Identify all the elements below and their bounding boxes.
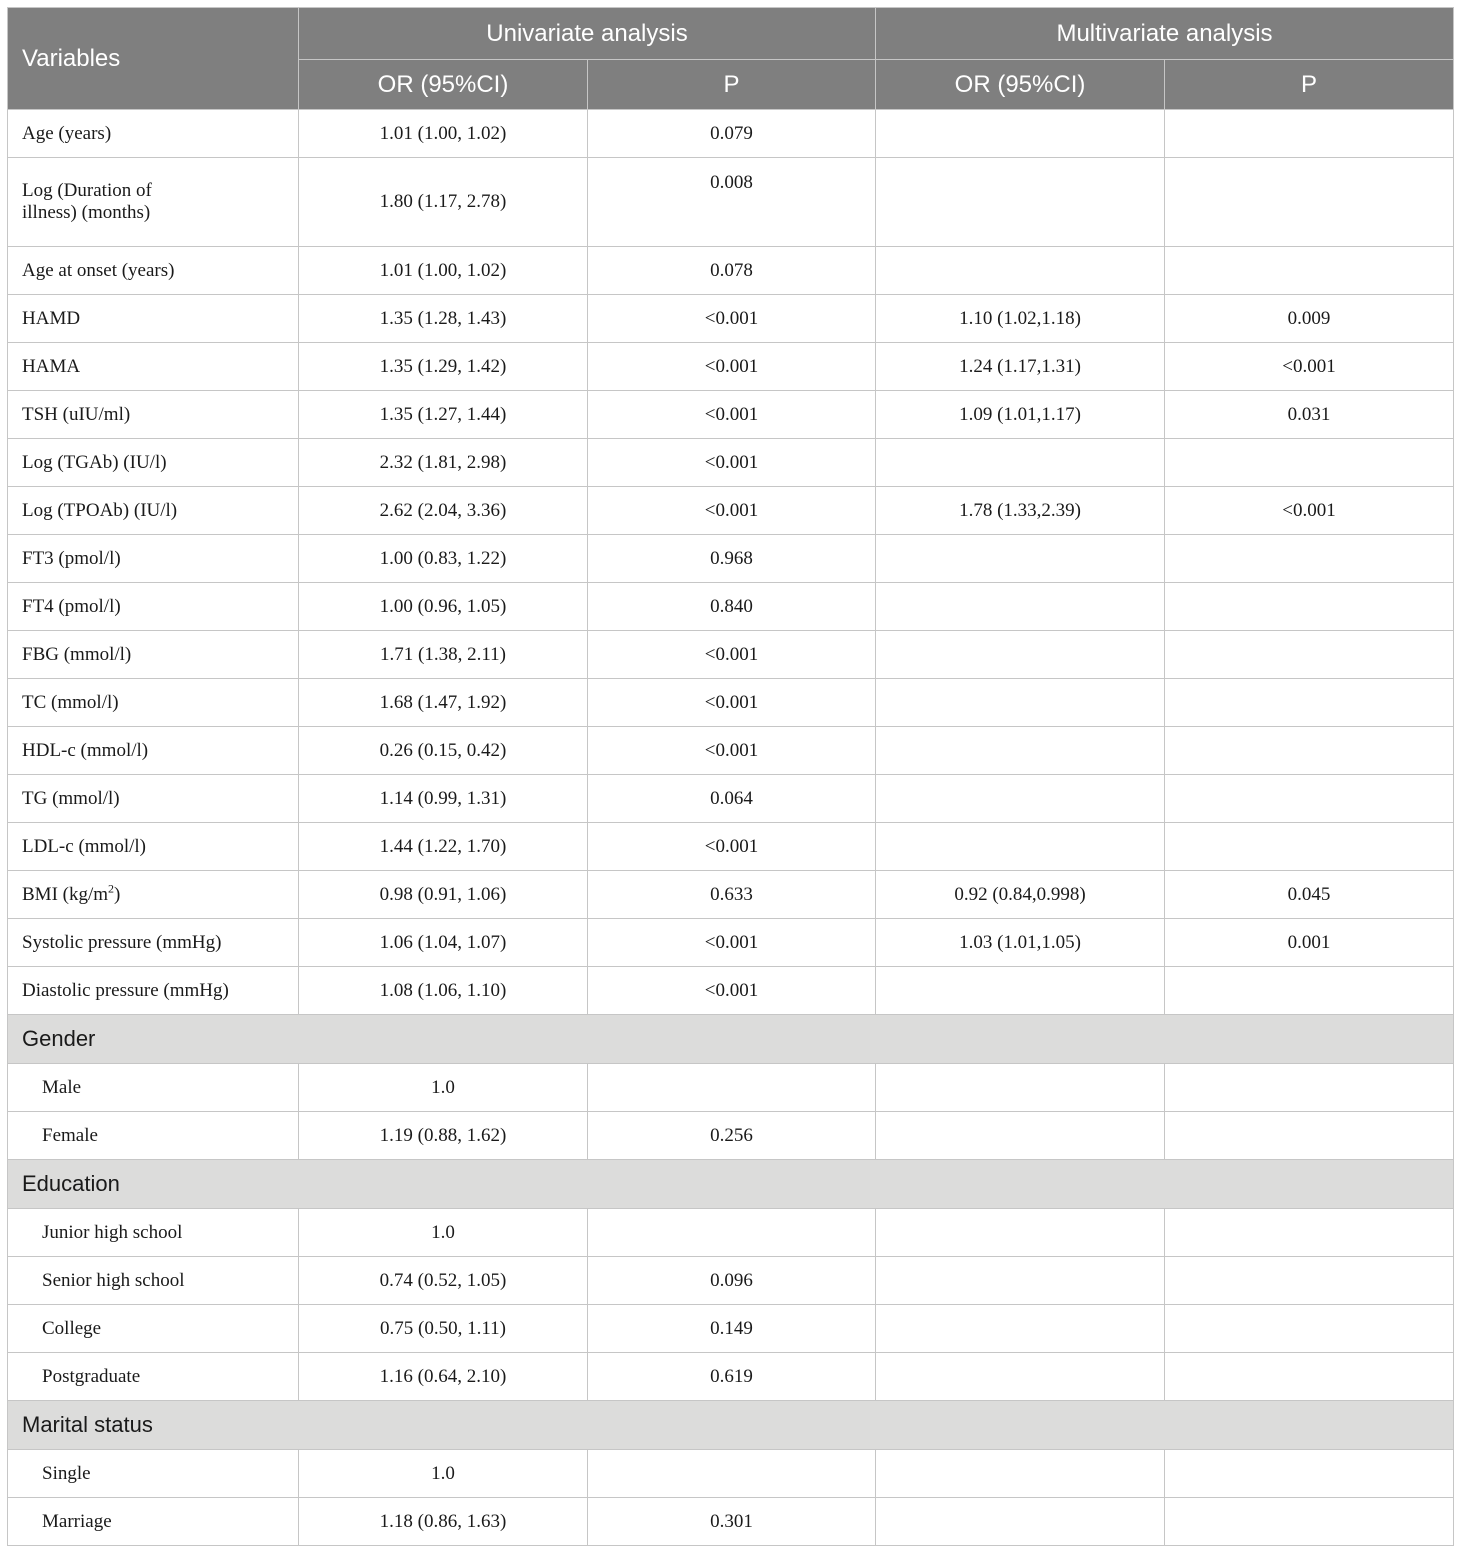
table-row [8,391,1454,439]
table-row [8,247,1454,295]
row-label-line1: Log (Duration of [22,180,152,201]
uni-p-cell: 0.256 [588,1112,876,1160]
row-label-text: BMI (kg/m [22,883,109,905]
uni-or-cell: 0.98 (0.91, 1.06) [299,871,588,919]
table-row [8,158,1454,247]
uni-or-cell: 1.35 (1.29, 1.42) [299,343,588,391]
uni-p-cell: <0.001 [588,967,876,1015]
uni-or-cell: 0.75 (0.50, 1.11) [299,1305,588,1353]
multi-or-cell [876,679,1165,727]
multi-p-cell [1165,967,1454,1015]
uni-or-cell: 1.01 (1.00, 1.02) [299,247,588,295]
uni-p-cell: <0.001 [588,343,876,391]
row-label: TG (mmol/l) [8,775,299,823]
uni-or-cell: 1.08 (1.06, 1.10) [299,967,588,1015]
table-row [8,487,1454,535]
multi-or-cell [876,247,1165,295]
uni-or-cell: 1.06 (1.04, 1.07) [299,919,588,967]
multi-p-cell [1165,1257,1454,1305]
table-row [8,871,1454,919]
row-label: Junior high school [8,1209,299,1257]
row-label: Postgraduate [8,1353,299,1401]
header-multivariate: Multivariate analysis [876,8,1454,60]
uni-p-cell: 0.968 [588,535,876,583]
uni-p-cell: 0.301 [588,1498,876,1546]
uni-p-cell: <0.001 [588,679,876,727]
multi-or-cell [876,823,1165,871]
multi-p-cell: <0.001 [1165,343,1454,391]
multi-p-cell [1165,1209,1454,1257]
multi-or-cell: 1.09 (1.01,1.17) [876,391,1165,439]
table-row [8,1257,1454,1305]
table-row [8,439,1454,487]
uni-p-cell: 0.149 [588,1305,876,1353]
uni-p-cell: <0.001 [588,295,876,343]
uni-or-cell: 1.44 (1.22, 1.70) [299,823,588,871]
row-label-line2: illness) (months) [22,202,151,223]
multi-or-cell [876,631,1165,679]
row-label: Male [8,1064,299,1112]
header-variables: Variables [8,8,299,110]
multi-or-cell: 1.78 (1.33,2.39) [876,487,1165,535]
uni-p-cell: 0.096 [588,1257,876,1305]
table-row [8,727,1454,775]
multi-or-cell [876,967,1165,1015]
uni-or-cell: 1.0 [299,1450,588,1498]
multi-p-cell: 0.001 [1165,919,1454,967]
multi-p-cell [1165,158,1454,247]
multi-p-cell [1165,1498,1454,1546]
multi-p-cell [1165,1112,1454,1160]
multi-p-cell: 0.031 [1165,391,1454,439]
uni-p-cell: 0.078 [588,247,876,295]
uni-p-cell: <0.001 [588,823,876,871]
multi-or-cell [876,1305,1165,1353]
multi-p-cell: 0.009 [1165,295,1454,343]
multi-or-cell: 1.24 (1.17,1.31) [876,343,1165,391]
uni-p-cell [588,1064,876,1112]
multi-or-cell [876,1209,1165,1257]
row-label: Age (years) [8,110,299,158]
row-label [8,871,299,919]
uni-p-cell: <0.001 [588,487,876,535]
uni-or-cell: 1.00 (0.83, 1.22) [299,535,588,583]
table-row [8,1450,1454,1498]
header-uni-p: P [588,60,876,110]
row-label: FT3 (pmol/l) [8,535,299,583]
multi-or-cell: 0.92 (0.84,0.998) [876,871,1165,919]
uni-or-cell: 1.18 (0.86, 1.63) [299,1498,588,1546]
row-label: HAMA [8,343,299,391]
uni-p-cell: <0.001 [588,727,876,775]
row-label: HAMD [8,295,299,343]
multi-or-cell: 1.03 (1.01,1.05) [876,919,1165,967]
table-row [8,535,1454,583]
section-title: Marital status [8,1401,1454,1450]
table-row [8,1305,1454,1353]
multi-p-cell [1165,583,1454,631]
uni-p-cell: 0.840 [588,583,876,631]
row-label: LDL-c (mmol/l) [8,823,299,871]
multi-or-cell [876,727,1165,775]
uni-p-cell: <0.001 [588,631,876,679]
row-label: Log (TGAb) (IU/l) [8,439,299,487]
multi-or-cell [876,1257,1165,1305]
multi-p-cell: <0.001 [1165,487,1454,535]
multi-p-cell [1165,679,1454,727]
multi-p-cell [1165,775,1454,823]
row-label-superscript: 2 [108,881,115,896]
uni-or-cell: 1.0 [299,1064,588,1112]
uni-or-cell: 1.35 (1.28, 1.43) [299,295,588,343]
uni-p-cell [588,1450,876,1498]
table-row [8,110,1454,158]
uni-p-cell: <0.001 [588,391,876,439]
row-label: Diastolic pressure (mmHg) [8,967,299,1015]
multi-or-cell [876,1498,1165,1546]
uni-p-cell: 0.633 [588,871,876,919]
row-label: Marriage [8,1498,299,1546]
multi-or-cell [876,1450,1165,1498]
uni-p-cell: <0.001 [588,439,876,487]
row-label: TC (mmol/l) [8,679,299,727]
multi-p-cell [1165,1305,1454,1353]
multi-or-cell [876,1353,1165,1401]
table-row [8,1064,1454,1112]
row-label: HDL-c (mmol/l) [8,727,299,775]
multi-or-cell [876,775,1165,823]
multi-or-cell [876,535,1165,583]
section-header-education [8,1160,1454,1209]
uni-or-cell: 1.0 [299,1209,588,1257]
row-label: FBG (mmol/l) [8,631,299,679]
multi-p-cell [1165,1353,1454,1401]
row-label: FT4 (pmol/l) [8,583,299,631]
uni-or-cell: 2.32 (1.81, 2.98) [299,439,588,487]
table-row [8,583,1454,631]
uni-p-cell: 0.008 [588,158,876,247]
section-header-marital-status [8,1401,1454,1450]
multi-or-cell: 1.10 (1.02,1.18) [876,295,1165,343]
header-multi-or: OR (95%CI) [876,60,1165,110]
multi-p-cell [1165,110,1454,158]
header-multi-p: P [1165,60,1454,110]
uni-or-cell: 1.68 (1.47, 1.92) [299,679,588,727]
table-row [8,967,1454,1015]
table-row [8,1498,1454,1546]
uni-p-cell [588,1209,876,1257]
row-label [8,158,299,247]
multi-p-cell [1165,823,1454,871]
section-header-gender [8,1015,1454,1064]
uni-p-cell: 0.619 [588,1353,876,1401]
multi-or-cell [876,1064,1165,1112]
uni-p-cell: <0.001 [588,919,876,967]
row-label: Age at onset (years) [8,247,299,295]
multi-p-cell [1165,1064,1454,1112]
row-label: Female [8,1112,299,1160]
multi-p-cell [1165,631,1454,679]
multi-or-cell [876,439,1165,487]
section-title: Gender [8,1015,1454,1064]
uni-or-cell: 2.62 (2.04, 3.36) [299,487,588,535]
multi-p-cell [1165,727,1454,775]
multi-or-cell [876,110,1165,158]
table-row [8,631,1454,679]
row-label: Single [8,1450,299,1498]
row-label: Senior high school [8,1257,299,1305]
uni-or-cell: 1.00 (0.96, 1.05) [299,583,588,631]
header-uni-or: OR (95%CI) [299,60,588,110]
uni-or-cell: 0.74 (0.52, 1.05) [299,1257,588,1305]
multi-p-cell [1165,247,1454,295]
multi-or-cell [876,583,1165,631]
uni-or-cell: 1.71 (1.38, 2.11) [299,631,588,679]
header-univariate: Univariate analysis [299,8,876,60]
table-row [8,295,1454,343]
uni-or-cell: 0.26 (0.15, 0.42) [299,727,588,775]
uni-p-cell: 0.064 [588,775,876,823]
regression-table [7,7,1454,1546]
table-row [8,823,1454,871]
multi-p-cell [1165,1450,1454,1498]
uni-or-cell: 1.16 (0.64, 2.10) [299,1353,588,1401]
table-row [8,679,1454,727]
uni-p-cell: 0.079 [588,110,876,158]
section-title: Education [8,1160,1454,1209]
uni-or-cell: 1.01 (1.00, 1.02) [299,110,588,158]
row-label: TSH (uIU/ml) [8,391,299,439]
uni-or-cell: 1.35 (1.27, 1.44) [299,391,588,439]
row-label: Systolic pressure (mmHg) [8,919,299,967]
table-row [8,1353,1454,1401]
multi-or-cell [876,158,1165,247]
table-row [8,343,1454,391]
multi-or-cell [876,1112,1165,1160]
row-label: Log (TPOAb) (IU/l) [8,487,299,535]
table-row [8,1209,1454,1257]
uni-or-cell: 1.19 (0.88, 1.62) [299,1112,588,1160]
table-row [8,775,1454,823]
table-row [8,1112,1454,1160]
table-row [8,919,1454,967]
multi-p-cell: 0.045 [1165,871,1454,919]
multi-p-cell [1165,535,1454,583]
uni-or-cell: 1.80 (1.17, 2.78) [299,158,588,247]
multi-p-cell [1165,439,1454,487]
row-label-suffix: ) [114,883,121,905]
row-label: College [8,1305,299,1353]
uni-or-cell: 1.14 (0.99, 1.31) [299,775,588,823]
